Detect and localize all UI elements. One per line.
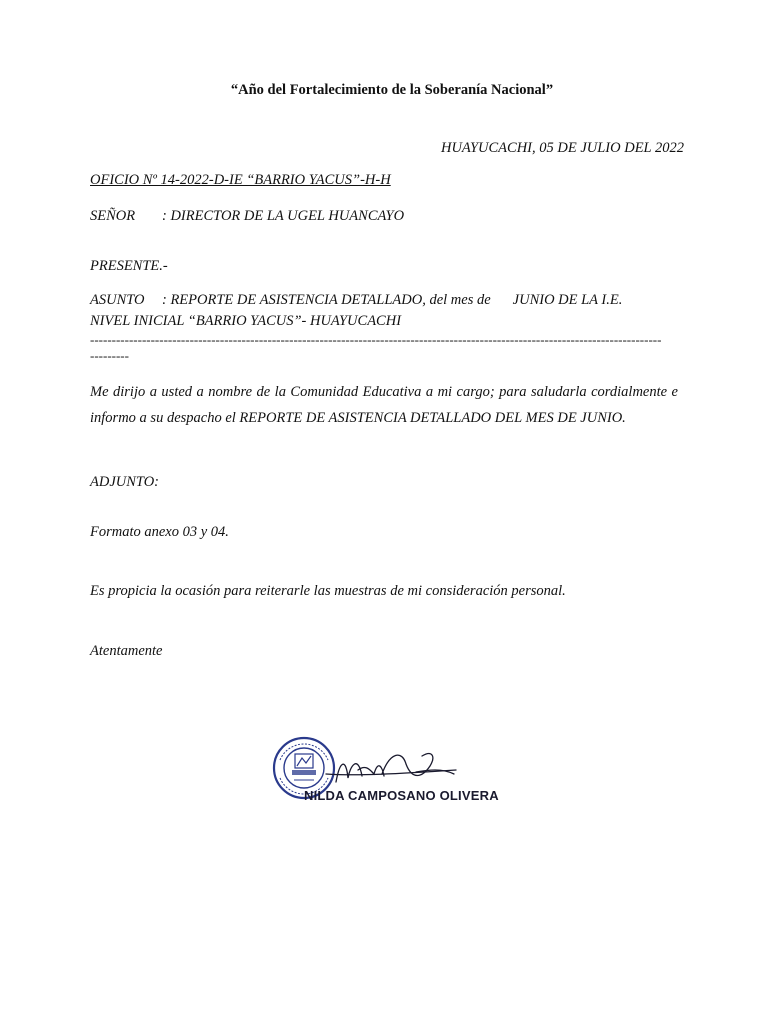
separator-rule [90,332,684,364]
recipient-label: SEÑOR [90,208,136,224]
recipient-value: : DIRECTOR DE LA UGEL HUANCAYO [162,208,405,224]
signatory-name: NILDA CAMPOSANO OLIVERA [304,788,499,803]
separator-line-1: ------------------------------------------------------------------------------------------------------------------------------------ [90,332,662,347]
subject-line [90,292,622,309]
subject-value: : REPORTE DE ASISTENCIA DETALLADO, del mes de [162,292,491,308]
signature-block [266,730,499,810]
year-motto: “Año del Fortalecimiento de la Soberanía Nacional” [230,82,554,98]
body-paragraph: Me dirijo a usted a nombre de la Comunidad Educativa a mi cargo; para saludarla cordialmente e informo a su despacho el REPORTE DE ASISTENCIA DETALLADO DEL MES DE JUNIO. [90,384,678,426]
attachment-label: ADJUNTO: [90,474,160,490]
subject-line-2: NIVEL INICIAL “BARRIO YACUS”- HUAYUCACHI [90,313,402,329]
subject-value-tail: JUNIO DE LA I.E. [512,292,623,308]
subject-label: ASUNTO [90,292,145,308]
oficio-number: OFICIO Nº 14-2022-D-IE “BARRIO YACUS”-H-H [90,172,391,188]
recipient-line [90,208,404,225]
separator-line-2: --------- [90,348,129,363]
handwritten-signature [326,754,456,782]
date-line: HUAYUCACHI, 05 DE JULIO DEL 2022 [440,140,684,156]
presente-line: PRESENTE.- [90,258,168,274]
attachment-item: Formato anexo 03 y 04. [90,524,229,540]
closing-line: Atentamente [90,643,163,659]
courtesy-line: Es propicia la ocasión para reiterarle las muestras de mi consideración personal. [90,583,566,599]
